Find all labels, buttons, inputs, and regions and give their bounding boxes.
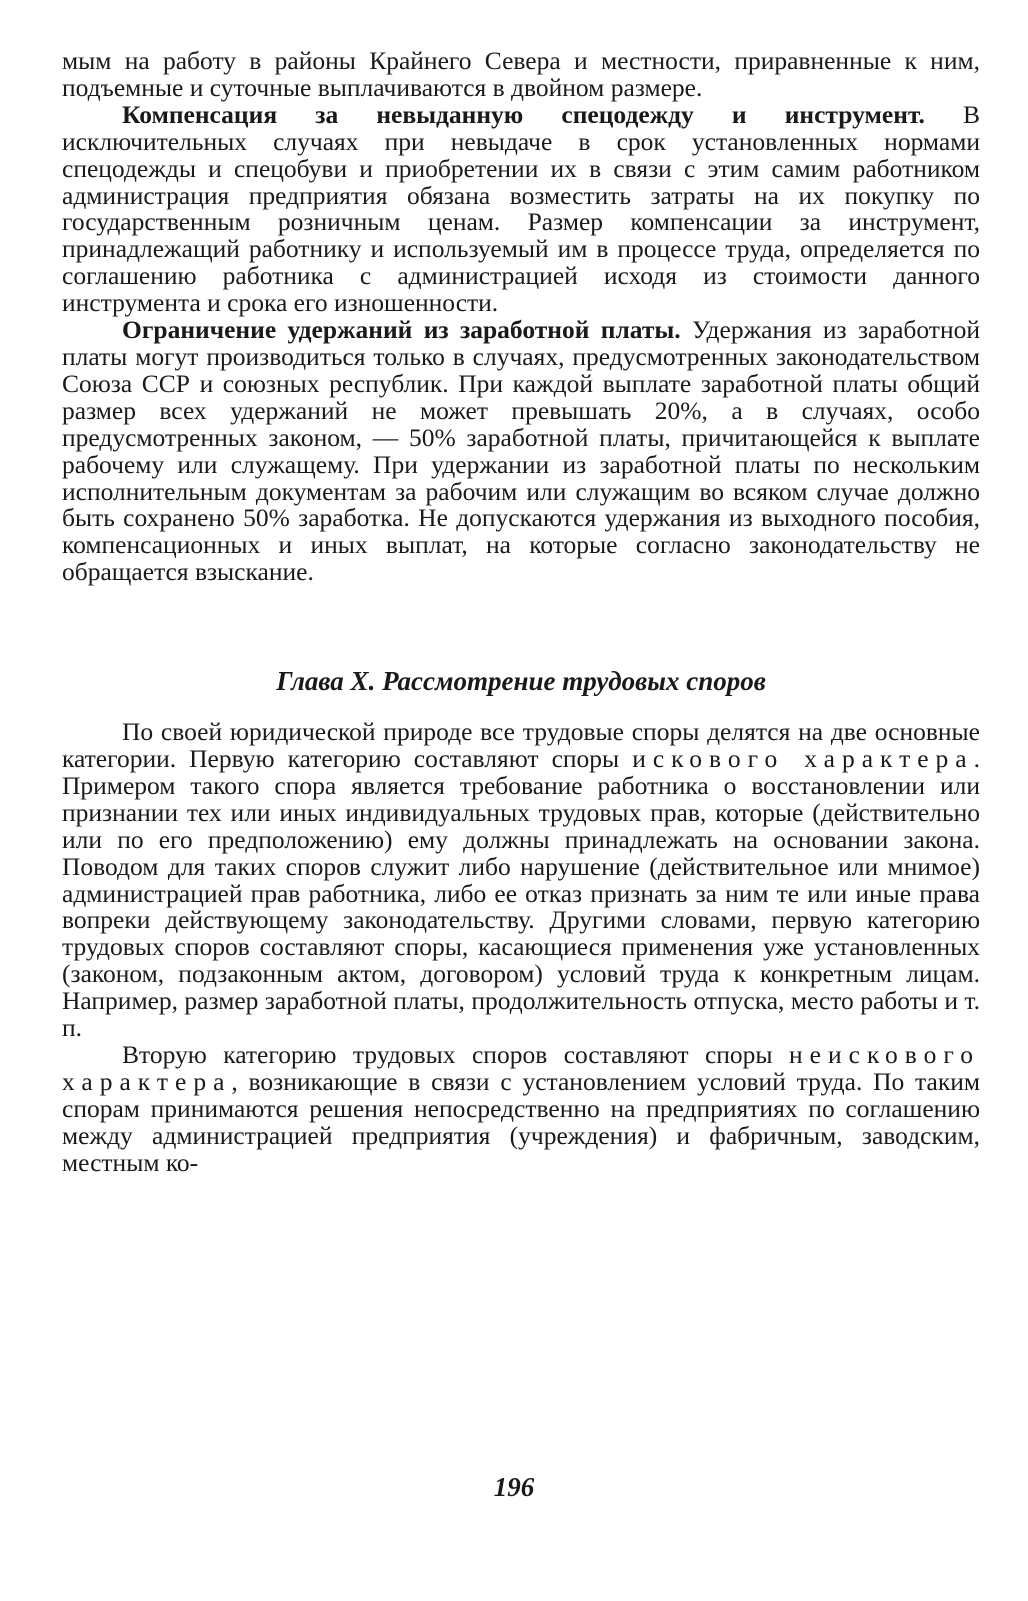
paragraph-text: . Примером такого спора является требование работника о восстановлении или признании тех или иных индивидуальных трудовых прав, которые (действительно или по его предположению) ему должны принадлежать на основании закона. Поводом для таких споров служит либо нарушение (действительное или мнимое) администрацией прав работника, либо ее отказ признать за ним те или иные права вопреки действующему законодательству. Другими словами, первую категорию трудовых споров составляют споры, касающиеся применения уже установленных (законом, подзаконным актом, договором) условий труда к конкретным лицам. Например, размер заработной платы, продолжительность отпуска, место работы и т. п.	[62, 744, 980, 1043]
paragraph-text: По своей юридической природе все трудовые споры делятся на две основные категории. Первую категорию составляют споры	[62, 717, 980, 774]
emphasized-term: искового характера	[632, 744, 974, 774]
paragraph-north-allowances	[62, 48, 980, 102]
paragraph-text: мым на работу в районы Крайнего Севера и местности, приравненные к ним, подъемные и суточные выплачиваются в двойном размере.	[62, 46, 980, 102]
paragraph-text: , возникающие в связи с установлением условий труда. По таким спорам принимаются решения непосредственно на предприятиях по соглашению между администрацией предприятия (учреждения) и фабричным, заводским, местным ко-	[62, 1066, 980, 1177]
section-heading-deductions: Ограничение удержаний из заработной платы.	[122, 315, 681, 345]
section-heading-compensation: Компенсация за невыданную спецодежду и инструмент.	[122, 99, 925, 129]
paragraph-deductions	[62, 317, 980, 586]
emphasized-term: неискового характера	[62, 1040, 980, 1096]
paragraph-second-category	[62, 1042, 980, 1177]
paragraph-dispute-categories	[62, 719, 980, 1042]
paragraph-text: Вторую категорию трудовых споров составляют споры	[122, 1040, 790, 1069]
chapter-title: Глава X. Рассмотрение трудовых споров	[276, 666, 766, 697]
paragraph-text: В исключительных случаях при невыдаче в срок установленных нормами спецодежды и спецобуви и приобретении их в связи с этим самим работником администрация предприятия обязана возместить затраты на их покупку по государственным розничным ценам. Размер компенсации за инструмент, принадлежащий работнику и используемый им в процессе труда, определяется по соглашению работника с администрацией исходя из стоимости данного инструмента и срока его изношенности.	[62, 99, 980, 318]
paragraph-text: Удержания из заработной платы могут производиться только в случаях, предусмотренных законодательством Союза ССР и союзных республик. При каждой выплате заработной платы общий размер всех удержаний не может превышать 20%, а в случаях, особо предусмотренных законом, — 50% заработной платы, причитающейся к выплате рабочему или служащему. При удержании из заработной платы по нескольким исполнительным документам за рабочим или служащим во всяком случае должно быть сохранено 50% заработка. Не допускаются удержания из выходного пособия, компенсационных и иных выплат, на которые согласно законодательству не обращается взыскание.	[62, 315, 980, 587]
page-content	[62, 48, 980, 1177]
page-number: 196	[493, 1472, 535, 1502]
paragraph-compensation	[62, 99, 980, 318]
